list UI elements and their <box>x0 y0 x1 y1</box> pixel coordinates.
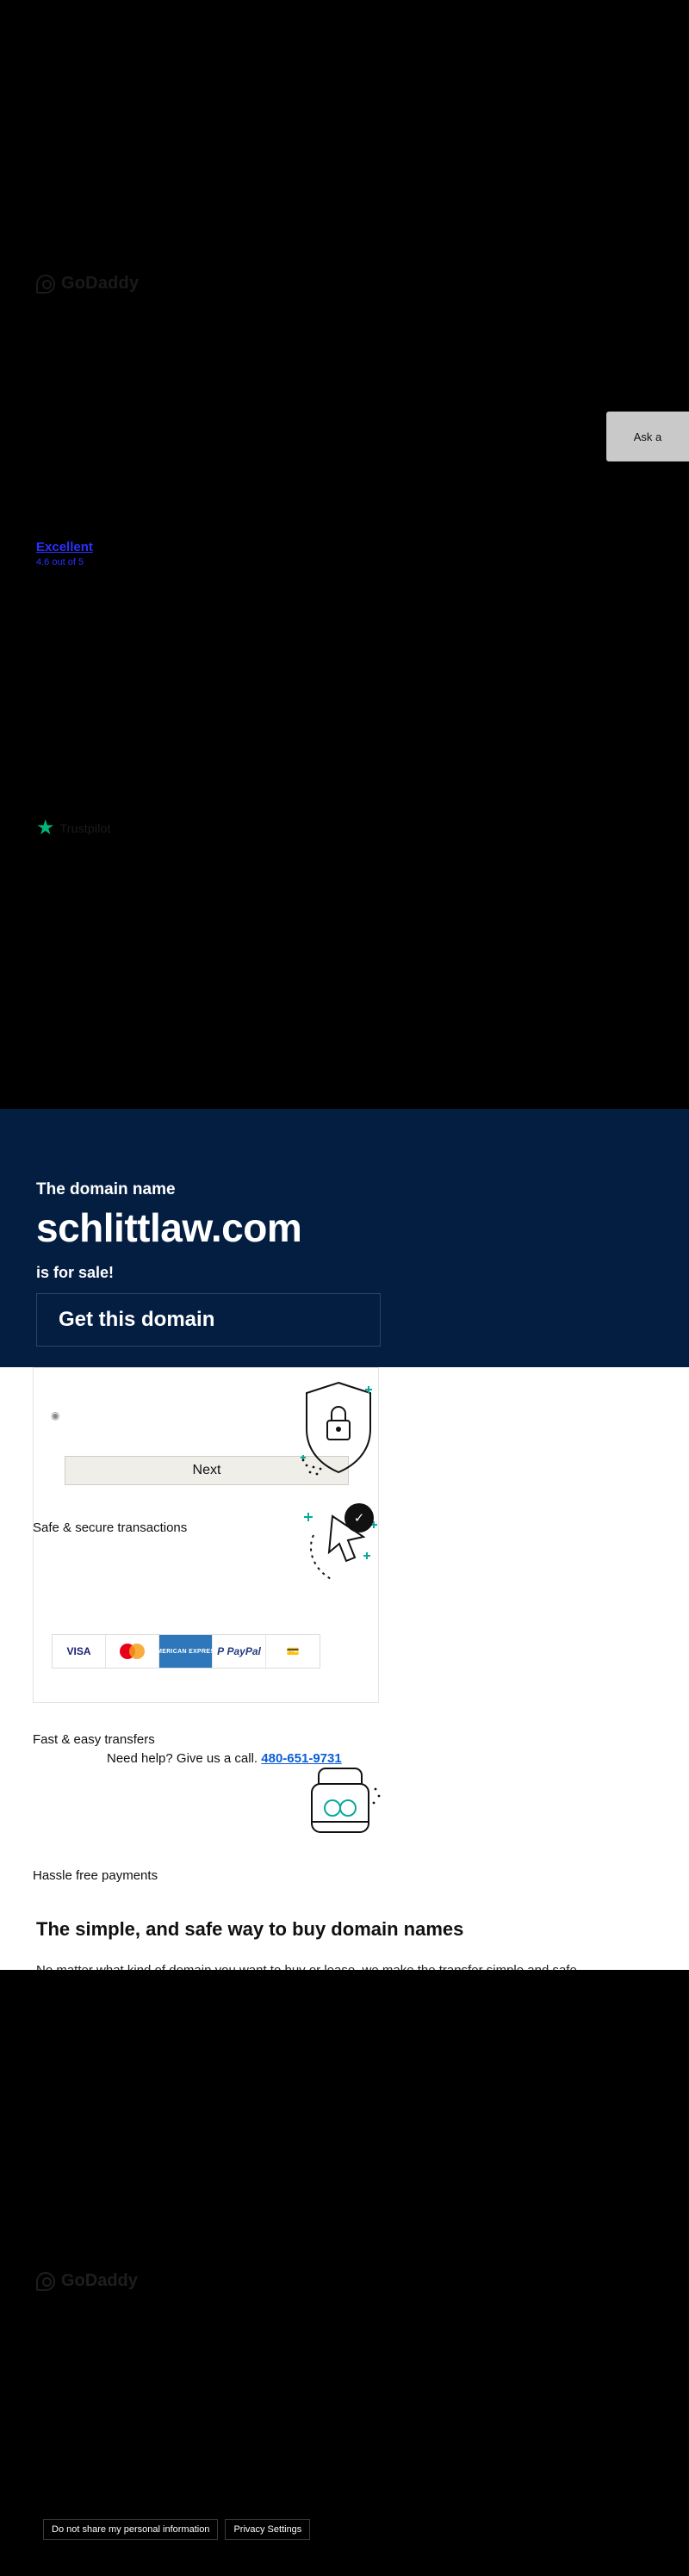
feature-label-2: Fast & easy transfers <box>33 1732 155 1747</box>
do-not-share-button[interactable]: Do not share my personal information <box>43 2519 218 2540</box>
trustpilot-star-icon: ★ <box>36 816 55 839</box>
trustpilot-rating-word[interactable]: Excellent <box>36 540 93 554</box>
lock-shield-icon <box>291 1376 386 1479</box>
feature-label-1: Safe & secure transactions <box>33 1520 188 1535</box>
feature-label-3: Hassle free payments <box>33 1868 158 1883</box>
ask-help-tab-label: Ask a <box>633 430 662 443</box>
hero-for-sale-text: is for sale! <box>36 1264 115 1281</box>
get-this-domain-button[interactable] <box>36 1293 381 1347</box>
godaddy-logo-icon <box>36 2272 55 2291</box>
globe-icon: ◉ <box>51 1409 60 1421</box>
godaddy-logo-icon <box>36 275 55 294</box>
promo-title: The simple, and safe way to buy domain names <box>36 1918 464 1940</box>
payment-mastercard-icon <box>106 1635 159 1668</box>
payment-amex-icon: AMERICAN EXPRESS <box>159 1635 213 1668</box>
privacy-settings-button[interactable]: Privacy Settings <box>225 2519 310 2540</box>
main-content-region <box>0 1367 689 1970</box>
godaddy-logo-footer[interactable] <box>36 2271 138 2291</box>
payment-visa-icon: VISA <box>53 1635 106 1668</box>
check-badge-icon: ✓ <box>344 1503 374 1533</box>
hero-section <box>0 1109 689 1367</box>
top-header-region <box>0 0 689 1109</box>
ask-help-tab[interactable] <box>606 412 689 461</box>
hero-domain-name: schlittlaw.com <box>36 1205 302 1250</box>
trustpilot-score: 4.6 out of 5 <box>36 556 84 567</box>
next-button-label: Next <box>192 1463 221 1477</box>
payment-paypal-icon: P PayPal <box>213 1635 266 1668</box>
cookie-consent-bar <box>43 2519 310 2540</box>
hero-pre-title: The domain name <box>36 1180 176 1198</box>
godaddy-logo[interactable] <box>36 274 139 294</box>
payment-methods-row <box>52 1634 320 1669</box>
payment-credit-card-icon: 💳 <box>286 1645 300 1657</box>
godaddy-logo-text: GoDaddy <box>61 274 140 293</box>
trustpilot-rating[interactable] <box>36 541 93 567</box>
safe-vault-icon <box>293 1763 388 1849</box>
godaddy-logo-footer-text: GoDaddy <box>61 2271 138 2290</box>
help-text: Need help? Give us a call. <box>107 1751 258 1766</box>
help-phone-link[interactable]: 480-651-9731 <box>261 1751 342 1766</box>
trustpilot-wordmark[interactable] <box>36 818 111 839</box>
get-this-domain-label: Get this domain <box>59 1308 215 1331</box>
footer-region <box>0 1970 689 2576</box>
trustpilot-wordmark-text: Trustpilot <box>59 821 111 835</box>
